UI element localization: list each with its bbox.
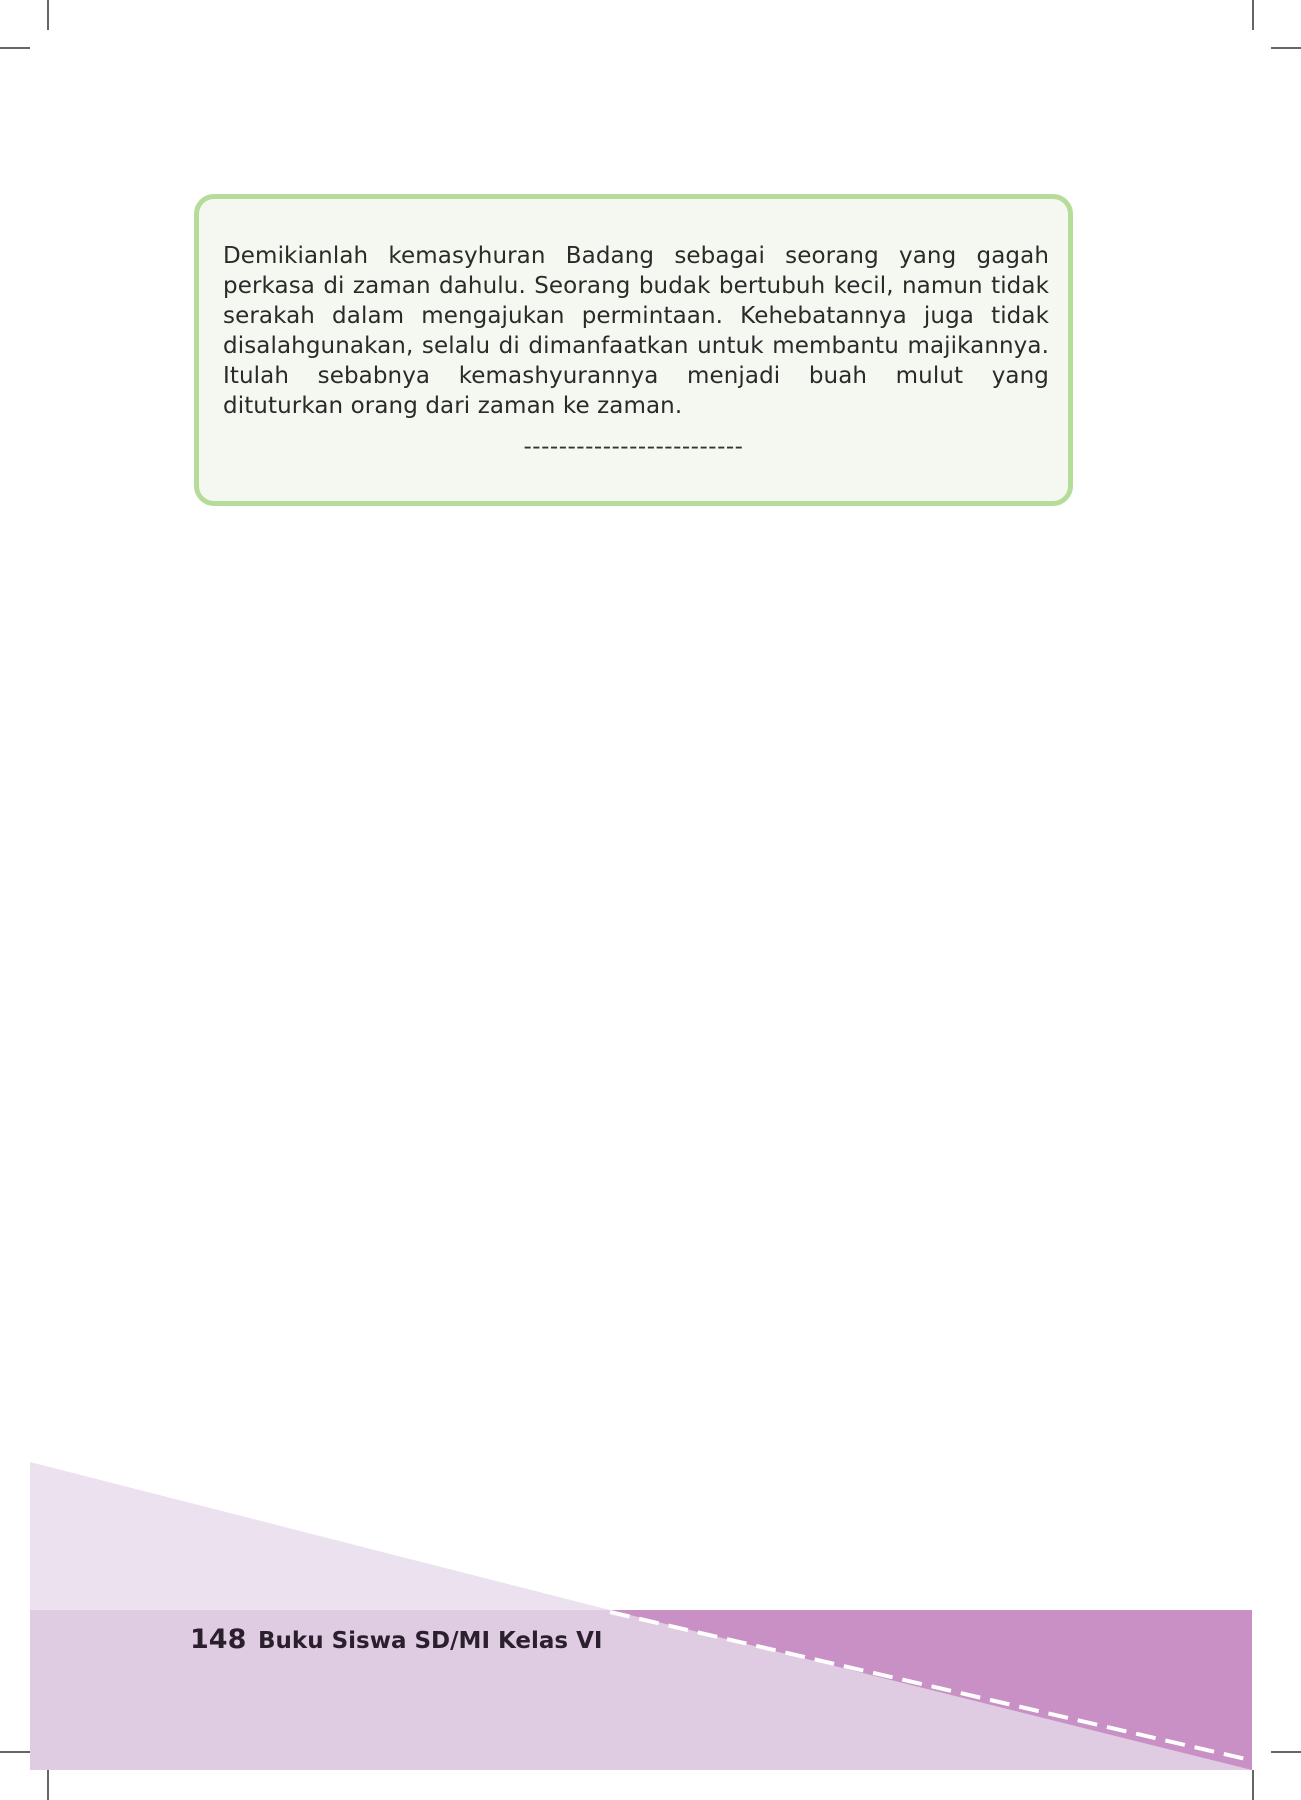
book-title: Buku Siswa SD/MI Kelas VI	[258, 1628, 603, 1654]
footer-light-triangle	[30, 1462, 610, 1610]
story-paragraph: Demikianlah kemasyhuran Badang sebagai seorang yang gagah perkasa di zaman dahulu. Seorang budak bertubuh kecil, namun tidak serakah dalam mengajukan permintaan. Kehebatannya juga tidak disalahgunakan, selalu di dimanfaatkan untuk membantu majikannya. Itulah sebabnya kemashyurannya menjadi buah mulut yang dituturkan orang dari zaman ke zaman.	[223, 243, 1049, 419]
page-number: 148	[190, 1624, 247, 1655]
section-end-divider: -------------------------	[523, 434, 744, 460]
